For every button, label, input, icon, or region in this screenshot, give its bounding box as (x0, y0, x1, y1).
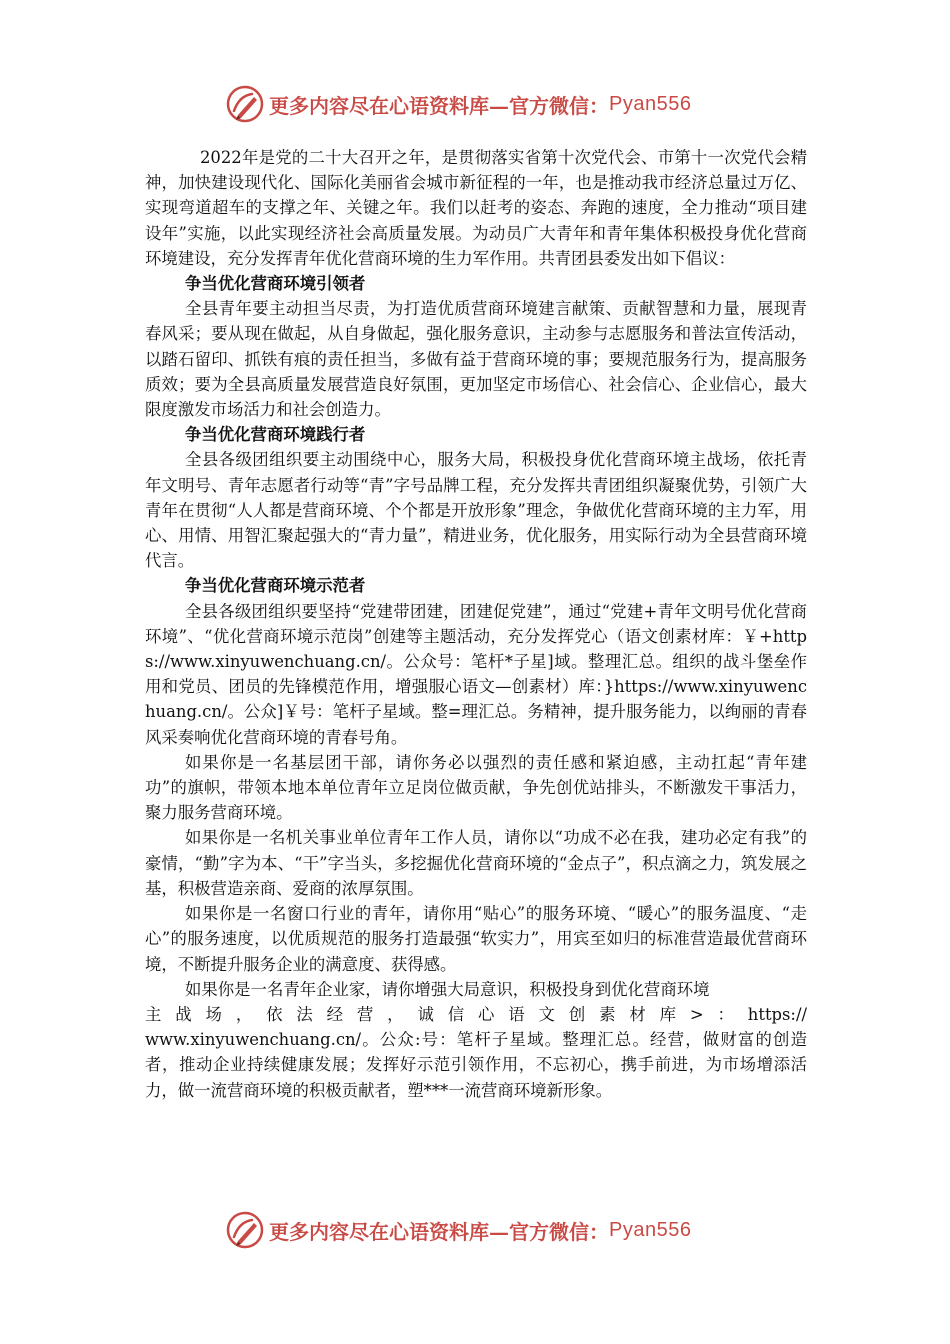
banner-wechat-id: Pyan556 (609, 1218, 692, 1241)
paragraph-institution: 如果你是一名机关事业单位青年工作人员，请你以“功成不必在我，建功必定有我”的豪情，“勤”字为本、“干”字当头，多挖掘优化营商环境的“金点子”，积点滴之力，筑发展之基，积极营造亲商、爱商的浓厚氛围。 (145, 828, 807, 898)
document-body (145, 145, 807, 1103)
paragraph-entrepreneur-line1: 如果你是一名青年企业家，请你增强大局意识，积极投身到优化营商环境 (185, 979, 710, 999)
footer-banner (225, 1208, 745, 1252)
header-banner (225, 82, 745, 126)
section-text-leader: 全县青年要主动担当尽责，为打造优质营商环境建言献策、贡献智慧和力量，展现青春风采；要从现在做起，从自身做起，强化服务意识，主动参与志愿服务和普法宣传活动，以踏石留印、抓铁有痕的责任担当，多做有益于营商环境的事；要规范服务行为，提高服务质效；要为全县高质量发展营造良好氛围，更加坚定市场信心、社会信心、企业信心，最大限度激发市场活力和社会创造力。 (145, 299, 807, 420)
section-text-model: 全县各级团组织要坚持“党建带团建，团建促党建”，通过“党建+青年文明号优化营商环境”、“优化营商环境示范岗”创建等主题活动，充分发挥党心（语文创素材库：￥+https://www.xinyuwenchuang.cn/。公众号：笔杆*子星]域。整理汇总。组织的战斗堡垒作用和党员、团员的先锋模范作用，增强服心语文—创素材）库：}https://www.xinyuwenchuang.cn/。公众]￥号：笔杆子星域。整=理汇总。务精神，提升服务能力，以绚丽的青春风采奏响优化营商环境的青春号角。 (145, 601, 807, 747)
paragraph-grassroots: 如果你是一名基层团干部，请你务必以强烈的责任感和紧迫感，主动扛起“青年建功”的旗帜，带领本地本单位青年立足岗位做贡献，争先创优站排头，不断激发干事活力，聚力服务营商环境。 (145, 752, 807, 823)
banner-text: 更多内容尽在心语资料库—官方微信： (269, 1219, 609, 1244)
paragraph-entrepreneur-rest: www.xinyuwenchuang.cn/。公众:号：笔杆子星域。整理汇总。经营，做财富的创造者，推动企业持续健康发展；发挥好示范引领作用，不忘初心，携手前进，为市场增添活力，做一流营商环境的积极贡献者，塑***一流营商环境新形象。 (145, 1030, 807, 1100)
section-heading-practitioner: 争当优化营商环境践行者 (185, 425, 366, 445)
intro-paragraph: 2022年是党的二十大召开之年，是贯彻落实省第十次党代会、市第十一次党代会精神，加快建设现代化、国际化美丽省会城市新征程的一年，也是推动我市经济总量过万亿、实现弯道超车的支撑之年、关键之年。我们以赶考的姿态、奔跑的速度，全力推动“项目建设年”实施，以此实现经济社会高质量发展。为动员广大青年和青年集体积极投身优化营商环境建设，充分发挥青年优化营商环境的生力军作用。共青团县委发出如下倡议： (145, 148, 807, 268)
section-text-practitioner: 全县各级团组织要主动围绕中心，服务大局，积极投身优化营商环境主战场，依托青年文明号、青年志愿者行动等“青”字号品牌工程，充分发挥共青团组织凝聚优势，引领广大青年在贯彻“人人都是营商环境、个个都是开放形象”理念，争做优化营商环境的主力军，用心、用情、用智汇聚起强大的“青力量”，精进业务，优化服务，用实际行动为全县营商环境代言。 (145, 450, 807, 571)
banner-text: 更多内容尽在心语资料库—官方微信： (269, 93, 609, 118)
section-heading-leader: 争当优化营商环境引领者 (185, 274, 366, 294)
pen-logo-icon (225, 84, 265, 124)
banner-wechat-id: Pyan556 (609, 92, 692, 115)
pen-logo-icon (225, 1210, 265, 1250)
paragraph-service-window: 如果你是一名窗口行业的青年，请你用“贴心”的服务环境、“暖心”的服务温度、“走心”的服务速度，以优质规范的服务打造最强“软实力”，用宾至如归的标准营造最优营商环境，不断提升服务企业的满意度、获得感。 (145, 904, 807, 974)
section-heading-model: 争当优化营商环境示范者 (185, 576, 366, 596)
paragraph-entrepreneur-line2: 主战场，依法经营，诚信心语文创素材库>：https:// (145, 1004, 807, 1024)
